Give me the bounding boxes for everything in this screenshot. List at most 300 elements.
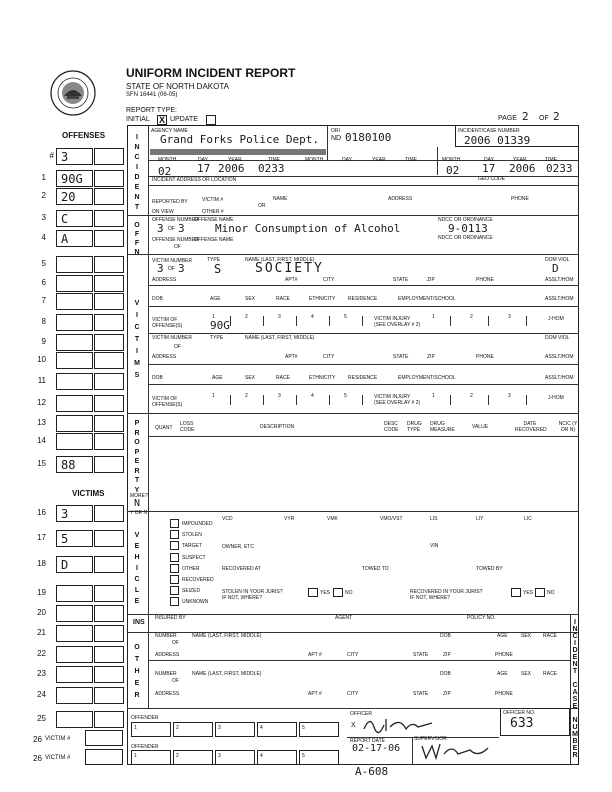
offense-code-box-b[interactable]: [94, 352, 124, 369]
recovered-yes-checkbox[interactable]: [511, 588, 521, 597]
offender-box[interactable]: [131, 722, 171, 737]
victim2-number-label: VICTIM NUMBER: [152, 335, 192, 341]
offender-box-number: 3: [218, 725, 221, 731]
vehicle-side-letter: E: [134, 543, 140, 550]
victim-employment-label: EMPLOYMENT/SCHOOL: [398, 296, 456, 302]
vmk-label: VMK: [327, 516, 338, 522]
offense-code-box-b[interactable]: [94, 170, 124, 187]
offense-code-box[interactable]: [56, 605, 93, 622]
victim-apt-label: APT#: [285, 277, 298, 283]
offense-code-box[interactable]: [56, 415, 93, 432]
offender-box[interactable]: [131, 750, 171, 765]
offense-code-box-b[interactable]: [94, 556, 124, 573]
recovered-no-label: NO: [547, 590, 555, 596]
other-phone-label: PHONE: [495, 652, 513, 658]
victim-side-letter: V: [134, 300, 140, 307]
offense-code-box-b[interactable]: [94, 148, 124, 165]
offense-number-value: 3: [157, 222, 164, 235]
offender-box-number: 4: [260, 753, 263, 759]
victim2-ethnicity-label: ETHNICITY: [309, 375, 336, 381]
incident-address-label: INCIDENT ADDRESS OR LOCATION: [152, 177, 237, 183]
offense-code-box-b[interactable]: [94, 275, 124, 292]
offense-code-box[interactable]: [56, 334, 93, 351]
offender-box-number: 2: [176, 753, 179, 759]
victim-injury-label: VICTIM INJURY: [374, 316, 411, 322]
policy-label: POLICY NO.: [467, 615, 496, 621]
incident-side-letter: N: [134, 144, 140, 151]
offense-code-box[interactable]: [56, 585, 93, 602]
offense-code-box[interactable]: [56, 275, 93, 292]
vehicle-target-checkbox[interactable]: [170, 541, 179, 550]
start-year-label: YEAR: [228, 157, 242, 163]
redacted-bar: [150, 149, 326, 155]
initial-checkbox[interactable]: X: [159, 115, 166, 125]
end-time-label: TIME: [405, 157, 417, 163]
ori-label: ORI: [331, 128, 340, 134]
desc-code-label: DESC CODE: [384, 421, 399, 433]
offense-code-box[interactable]: [56, 433, 93, 450]
stolen-yes-label: YES: [320, 590, 331, 596]
injury-slot: 3: [508, 314, 511, 320]
offense-code-box-b[interactable]: [94, 415, 124, 432]
start-year-value: 2006: [218, 162, 245, 175]
vehicle-recovered-checkbox[interactable]: [170, 575, 179, 584]
offense-row-number: 19: [37, 588, 46, 597]
other-number-label: OTHER #: [202, 209, 224, 215]
form-title: UNIFORM INCIDENT REPORT: [126, 66, 296, 80]
offense-code-box[interactable]: [56, 505, 93, 522]
other-dob-label: DOB: [440, 633, 451, 639]
case-side-letter: E: [572, 703, 578, 710]
offense-code-value: 3: [61, 507, 69, 521]
offense-code-box[interactable]: [56, 556, 93, 573]
offense-code-box[interactable]: [56, 188, 93, 205]
property-side-letter: R: [134, 429, 140, 437]
offender-box-number: 3: [218, 753, 221, 759]
victim2-residence-label: RESIDENCE: [348, 375, 378, 381]
page-of-label: OF: [539, 115, 549, 122]
incident-side-letter: D: [134, 174, 140, 181]
vehicle-stolen-checkbox[interactable]: [170, 530, 179, 539]
vyr-label: VYR: [284, 516, 295, 522]
offense-code-box-b[interactable]: [94, 711, 124, 728]
offenses-panel-title: OFFENSES: [62, 131, 106, 140]
more-value: N: [134, 498, 141, 509]
reporter-name-label: NAME: [273, 196, 288, 202]
vehicle-suspect-checkbox[interactable]: [170, 553, 179, 562]
offense-code-box-b[interactable]: [94, 605, 124, 622]
injury2-slot-divider: [450, 395, 451, 405]
quant-label: QUANT: [155, 425, 173, 431]
vehicle-seized-label: SEIZED: [182, 588, 201, 595]
victim-of-slot: 1: [212, 314, 215, 320]
stolen-juris-label: STOLEN IN YOUR JURIS?: [222, 589, 283, 595]
victim2-of-slot-divider: [263, 395, 264, 405]
offense-row-number: 25: [37, 714, 46, 723]
property-side-letter: R: [134, 467, 140, 475]
ncic-label: NCIC (Y OR N): [558, 421, 578, 433]
lis-label: LIS: [430, 516, 438, 522]
offense-code-box[interactable]: [56, 170, 93, 187]
injury2-slot: 2: [470, 393, 473, 399]
offense-code-box-b[interactable]: [94, 433, 124, 450]
victim2-of-slot-divider: [296, 395, 297, 405]
offense-code-box-b[interactable]: [94, 505, 124, 522]
property-side-letter: T: [134, 477, 140, 484]
offense-code-box-b[interactable]: [94, 373, 124, 390]
victims-panel-title: VICTIMS: [72, 489, 105, 498]
victim-of-slot-divider: [230, 316, 231, 326]
offense-code-box[interactable]: [56, 687, 93, 704]
update-label: UPDATE: [170, 116, 198, 123]
offense-code-box[interactable]: [56, 352, 93, 369]
other2-dob-label: DOB: [440, 671, 451, 677]
vcd-label: VCD: [222, 516, 233, 522]
victim2-type-label: TYPE: [210, 335, 224, 341]
victim-side-letter: I: [136, 312, 138, 319]
offense-code-box-b[interactable]: [94, 334, 124, 351]
offense-row-number: 10: [37, 355, 46, 364]
offense-row-number: 12: [37, 398, 46, 407]
offense-row-number: 18: [37, 559, 46, 568]
victim-type-value: S: [214, 262, 222, 276]
case-number-label: INCIDENT/CASE NUMBER: [458, 128, 520, 134]
stolen-if-not-label: IF NOT, WHERE?: [222, 595, 263, 601]
more-label: MORE?: [130, 493, 148, 499]
victim-number-field-label: VICTIM NUMBER: [152, 258, 192, 264]
case-side-letter: C: [572, 633, 578, 640]
victim-26b-box[interactable]: [85, 749, 123, 765]
offender-box[interactable]: [257, 750, 297, 765]
offense-row-number: #: [49, 151, 54, 160]
recovered-yes-label: YES: [523, 590, 534, 596]
offense-code-value: C: [61, 212, 69, 226]
injury-slot: 2: [470, 314, 473, 320]
victim2-of-slot-divider: [362, 395, 363, 405]
offense-code-value: 20: [61, 190, 76, 204]
offense-code-value: D: [61, 558, 69, 572]
victim-of-slot: 4: [311, 314, 314, 320]
liy-label: LIY: [476, 516, 484, 522]
victim-zip-label: ZIP: [427, 277, 435, 283]
report-time-label: TIME: [545, 157, 557, 163]
victim-name-value: SOCIETY: [255, 261, 324, 276]
offense-code-box[interactable]: [56, 210, 93, 227]
case-side-letter: N: [572, 717, 578, 724]
offense-row-number: 1: [41, 173, 46, 182]
victim-of-slot-divider: [329, 316, 330, 326]
offense-row-number: 22: [37, 649, 46, 658]
offender-box[interactable]: [215, 750, 255, 765]
offense-row-number: 13: [37, 418, 46, 427]
offense-row-number: 20: [37, 608, 46, 617]
vehicle-impounded-checkbox[interactable]: [170, 519, 179, 528]
other-name-label: NAME (LAST, FIRST, MIDDLE): [192, 633, 262, 639]
injury2-slot: 3: [508, 393, 511, 399]
report-month-value: 02: [446, 164, 460, 177]
start-time-label: TIME: [268, 157, 280, 163]
form-number: SFN 16441 (06-05): [126, 92, 178, 98]
offense-code-box[interactable]: [56, 711, 93, 728]
offense-code-box-b[interactable]: [94, 188, 124, 205]
vehicle-side-letter: C: [134, 576, 140, 583]
victim2-city-label: CITY: [323, 354, 335, 360]
reporter-phone-label: PHONE: [511, 196, 529, 202]
offender-box-number: 4: [260, 725, 263, 731]
offense-row-number: 15: [37, 459, 46, 468]
victim2-state-label: STATE: [393, 354, 409, 360]
offense-code-box[interactable]: [56, 148, 93, 165]
victim-of-slot: 5: [344, 314, 347, 320]
other-of-label: OF: [172, 640, 179, 646]
offense-code-box[interactable]: [56, 646, 93, 663]
offense-code-box[interactable]: [56, 230, 93, 247]
injury-slot-divider: [488, 316, 489, 326]
victim-name-label: NAME (LAST, FIRST, MIDDLE): [245, 257, 315, 263]
nd-label: ND: [331, 135, 342, 142]
dom-viol-value: D: [552, 262, 559, 275]
vehicle-other-checkbox[interactable]: [170, 564, 179, 573]
offender-box[interactable]: [173, 722, 213, 737]
page-code: A-608: [355, 765, 389, 778]
offender-box[interactable]: [299, 722, 339, 737]
start-day-label: DAY: [198, 157, 208, 163]
offense-code-box-b[interactable]: [94, 530, 124, 547]
victim2-race-label: RACE: [276, 375, 290, 381]
towed-to-label: TOWED TO: [362, 566, 389, 572]
victim2-sex-label: SEX: [245, 375, 256, 381]
other-side-letter: E: [134, 680, 140, 687]
victim2-of-slot: 1: [212, 393, 215, 399]
offense-code-box-b[interactable]: [94, 314, 124, 331]
report-year-value: 2006: [509, 162, 536, 175]
property-side-letter: Y: [134, 486, 140, 494]
other-apt-label: APT #: [308, 652, 322, 658]
victim-side-letter: I: [136, 348, 138, 355]
stolen-no-label: NO: [345, 590, 353, 596]
offense-row-number: 24: [37, 690, 46, 699]
victim-sex-label: SEX: [245, 296, 256, 302]
vehicle-side-letter: E: [134, 598, 140, 605]
vehicle-unknown-checkbox[interactable]: [170, 597, 179, 606]
other-city-label: CITY: [347, 652, 359, 658]
offense-code-box-b[interactable]: [94, 687, 124, 704]
victim-age-label: AGE: [210, 296, 221, 302]
offense-code-box-b[interactable]: [94, 293, 124, 310]
offense-row-number: 7: [41, 296, 46, 305]
victim-26a-number: 26: [33, 735, 42, 744]
offense-row-number: 23: [37, 669, 46, 678]
value-label: VALUE: [472, 424, 489, 430]
victim-side-letter: S: [134, 372, 140, 379]
initial-label: INITIAL: [126, 116, 150, 123]
case-side-letter: U: [572, 724, 578, 731]
offense-code-value: 3: [61, 150, 69, 164]
offense-code-value: 90G: [61, 172, 83, 186]
offense-number2-label: OFFENSE NUMBER: [152, 237, 199, 243]
offense-code-box[interactable]: [56, 395, 93, 412]
offense-code-box[interactable]: [56, 256, 93, 273]
victim-dob-label: DOB: [152, 296, 163, 302]
offense-code-box-b[interactable]: [94, 585, 124, 602]
stolen-yes-checkbox[interactable]: [308, 588, 318, 597]
loss-code-label: CODE: [180, 427, 195, 433]
vehicle-side-letter: L: [134, 587, 140, 594]
stolen-no-checkbox[interactable]: [333, 588, 343, 597]
other2-city-label: CITY: [347, 691, 359, 697]
victim-phone-label: PHONE: [476, 277, 494, 283]
victim2-apt-label: APT#: [285, 354, 298, 360]
dom-viol2-label: DOM VIOL: [545, 335, 570, 341]
recovered-juris-label: RECOVERED IN YOUR JURIS?: [410, 589, 483, 595]
victim-of-label: OF: [168, 266, 175, 272]
case-number-value: 2006 01339: [464, 134, 531, 147]
vehicle-target-label: TARGET: [182, 543, 202, 550]
case-side-letter: E: [572, 745, 578, 752]
offense-name-value: Minor Consumption of Alcohol: [215, 222, 401, 235]
vehicle-recovered-label: RECOVERED: [182, 577, 214, 583]
case-side-letter: N: [572, 661, 578, 668]
offender-box[interactable]: [257, 722, 297, 737]
offense-code-box-b[interactable]: [94, 456, 124, 473]
offender-box-number: 1: [134, 753, 137, 759]
offense-code-value: 5: [61, 532, 69, 546]
offense-code-box[interactable]: [56, 293, 93, 310]
victim-offenses-label: OFFENSE(S): [152, 323, 183, 329]
start-month-value: 02: [158, 165, 172, 178]
injury-slot-divider: [450, 316, 451, 326]
offense-code-box-b[interactable]: [94, 230, 124, 247]
start-day-value: 17: [197, 162, 211, 175]
vehicle-seized-checkbox[interactable]: [170, 586, 179, 595]
officer-x-label: X: [351, 722, 356, 729]
offender-box[interactable]: [173, 750, 213, 765]
offense-name2-label: OFFENSE NAME: [194, 237, 234, 243]
offense-code-box-b[interactable]: [94, 395, 124, 412]
recovered-at-label: RECOVERED AT: [222, 566, 261, 572]
offender-label: OFFENDER: [131, 715, 159, 721]
victim2-of-slot-divider: [329, 395, 330, 405]
other2-name-label: NAME (LAST, FIRST, MIDDLE): [192, 671, 262, 677]
offense-code-box-b[interactable]: [94, 625, 124, 642]
case-side-letter: T: [572, 668, 578, 675]
other-age-label: AGE: [497, 633, 508, 639]
start-month-label: MONTH: [158, 157, 177, 163]
offense-code-box[interactable]: [56, 373, 93, 390]
report-type-label: REPORT TYPE:: [126, 107, 177, 114]
other2-sex-label: SEX: [521, 671, 532, 677]
offense-code-box[interactable]: [56, 314, 93, 331]
victim-residence-label: RESIDENCE: [348, 296, 378, 302]
officer-number-value: 633: [510, 716, 534, 731]
offense-side-letter: F: [134, 240, 140, 247]
case-side-letter: M: [572, 731, 578, 738]
case-side-letter: S: [572, 696, 578, 703]
victim2-of-field-label: VICTIM OF: [152, 396, 178, 402]
offense-code-box[interactable]: [56, 625, 93, 642]
state-seal: [50, 70, 96, 116]
other-side-letter: H: [134, 668, 140, 675]
agency-name-value: Grand Forks Police Dept.: [160, 133, 319, 146]
victim2-of-label: OF: [174, 344, 181, 350]
offense-of2-label: OF: [174, 244, 181, 250]
geo-code-label: GEO CODE: [478, 176, 505, 182]
victim-of-slot: 3: [278, 314, 281, 320]
offense-row-number: 14: [37, 436, 46, 445]
vehicle-stolen-label: STOLEN: [182, 532, 202, 539]
description-label: DESCRIPTION: [260, 424, 295, 430]
victim-state-label: STATE: [393, 277, 409, 283]
page-number: 2: [522, 110, 529, 123]
offense-code-box[interactable]: [56, 456, 93, 473]
victim-number-value: 3: [157, 262, 164, 275]
case-side-letter: D: [572, 647, 578, 654]
report-date-label: REPORT DATE: [350, 738, 386, 744]
reported-by-label: REPORTED BY: [152, 199, 188, 205]
victim-side-letter: C: [134, 324, 140, 331]
victim-26a-box[interactable]: [85, 730, 123, 746]
victim-overlay-label: (SEE OVERLAY # 2): [374, 322, 421, 328]
report-month-label: MONTH: [442, 157, 461, 163]
incident-side-letter: C: [134, 154, 140, 161]
offense-code-box-b[interactable]: [94, 666, 124, 683]
case-side-letter: A: [572, 689, 578, 696]
recovered-no-checkbox[interactable]: [535, 588, 545, 597]
date-recovered-label: DATE RECOVERED: [515, 421, 547, 433]
ndcc2-label: NDCC OR ORDINANCE: [438, 235, 493, 241]
victim-number-label: VICTIM #: [202, 197, 224, 203]
injury2-slot: 1: [432, 393, 435, 399]
offender-box-number: 5: [302, 725, 305, 731]
victim-side-letter: T: [134, 336, 140, 343]
other2-number-label: NUMBER: [155, 671, 177, 677]
page-label: PAGE: [498, 115, 517, 122]
offense-name-label: OFFENSE NAME: [194, 217, 234, 223]
start-time-value: 0233: [258, 162, 285, 175]
case-side-letter: C: [572, 682, 578, 689]
update-checkbox[interactable]: [206, 115, 216, 125]
offender-box[interactable]: [299, 750, 339, 765]
offense-row-number: 6: [41, 278, 46, 287]
lic-label: LIC: [524, 516, 532, 522]
on-view-label: ON VIEW: [152, 209, 174, 215]
victim2-dob-label: DOB: [152, 375, 163, 381]
report-day-label: DAY: [484, 157, 494, 163]
offense-code-box[interactable]: [56, 666, 93, 683]
or-label: OR: [258, 203, 266, 209]
offense-code-box[interactable]: [56, 530, 93, 547]
victim2-of-slot: 3: [278, 393, 281, 399]
other2-address-label: ADDRESS: [155, 691, 180, 697]
other-sex-label: SEX: [521, 633, 532, 639]
agent-label: AGENT: [335, 615, 353, 621]
offense-code-box-b[interactable]: [94, 256, 124, 273]
report-day-value: 17: [482, 162, 496, 175]
other-side-letter: T: [134, 656, 140, 663]
offense-row-number: 3: [41, 213, 46, 222]
offender-box[interactable]: [215, 722, 255, 737]
report-year-label: YEAR: [513, 157, 527, 163]
offense-code-box-b[interactable]: [94, 210, 124, 227]
agency-name-label: AGENCY NAME: [151, 128, 188, 134]
supervisor-signature: [418, 740, 498, 762]
vehicle-impounded-label: IMPOUNDED: [182, 521, 213, 527]
offense-code-box-b[interactable]: [94, 646, 124, 663]
officer-number-label: OFFICER NO.: [503, 710, 536, 716]
victim2-of-slot: 2: [245, 393, 248, 399]
victim-26b-label: VICTIM #: [45, 755, 71, 761]
offense-row-number: 11: [37, 376, 46, 385]
